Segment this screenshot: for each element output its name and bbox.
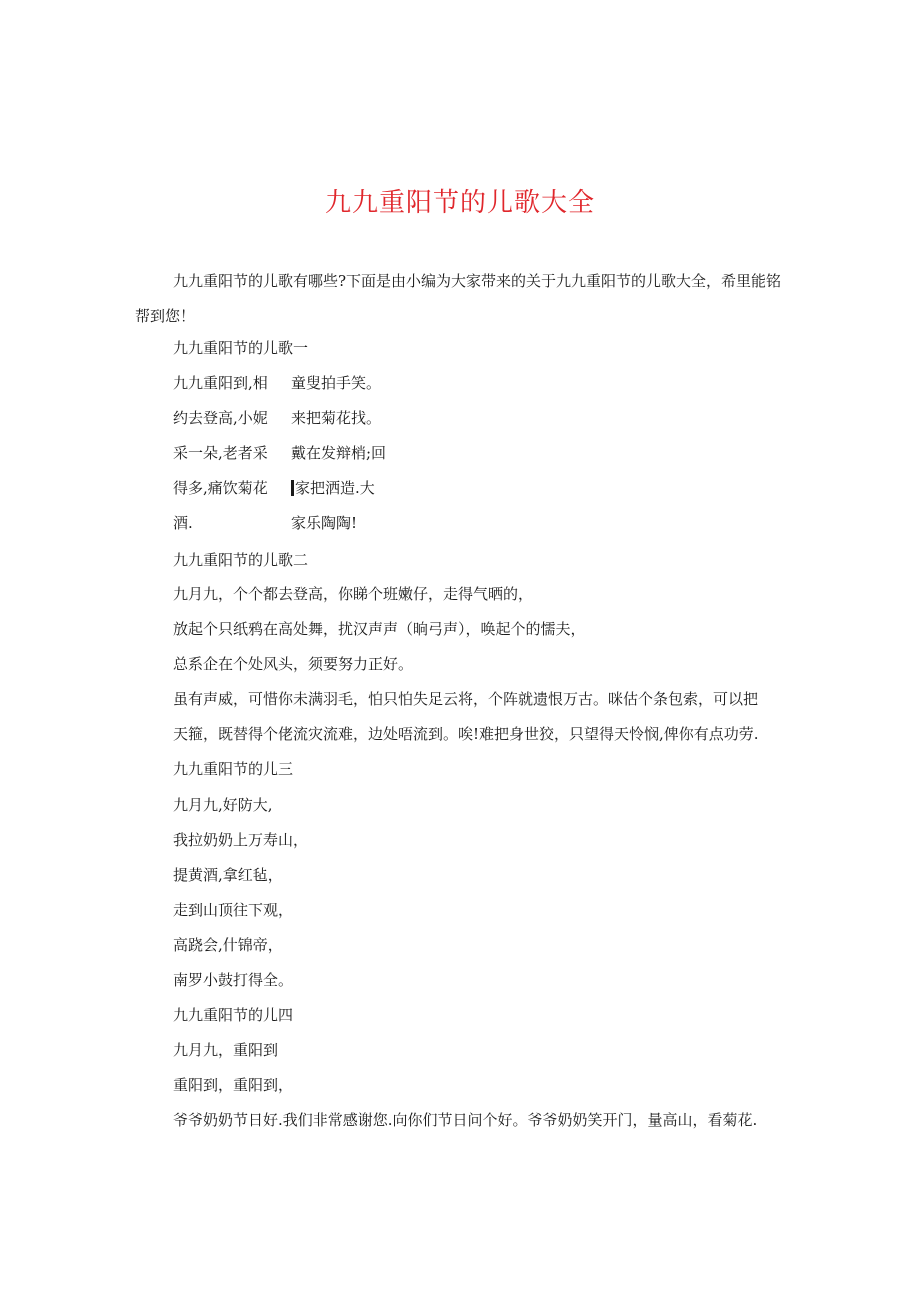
song4-heading: 九九重阳节的儿四 [173, 1006, 294, 1024]
song3-line-5: 高跷会,什锦帝， [173, 936, 283, 954]
song2-line-1: 九月九，个个都去登高，你睇个班嫩仔，走得气晒的， [173, 585, 534, 603]
song2-line-3: 总系企在个处风头，须要努力正好。 [173, 655, 414, 673]
song3-line-1: 九月九,好防大, [173, 796, 273, 814]
song1-left-line-5: 酒. [173, 514, 193, 532]
song4-line-3: 爷爷奶奶节日好.我们非常感谢您.向你们节日问个好。爷爷奶奶笑开门，量高山，看菊花. [173, 1111, 758, 1129]
song3-line-6: 南罗小鼓打得全。 [173, 971, 294, 989]
song1-right-line-2: 来把菊花找。 [291, 409, 382, 427]
song2-line-4: 虽有声威，可惜你未满羽毛，怕只怕失足云将，个阵就遗恨万古。咪估个条包索，可以把 [173, 690, 759, 708]
song2-heading: 九九重阳节的儿歌二 [173, 551, 309, 569]
song1-left-line-2: 约去登高,小妮 [173, 409, 268, 427]
song1-right-line-3: 戴在发辩梢;回 [291, 444, 387, 462]
song1-right-line-1: 童叟拍手笑。 [291, 374, 382, 392]
song1-left-line-3: 采一朵,老者采 [173, 444, 268, 462]
song1-left-line-4: 得多,痛饮菊花 [173, 479, 268, 497]
song1-left-line-1: 九九重阳到,相 [173, 374, 268, 392]
song3-heading: 九九重阳节的儿三 [173, 760, 294, 778]
intro-paragraph: 九九重阳节的儿歌有哪些?下面是由小编为大家带来的关于九九重阳节的儿歌大全，希里能铭帮到您！ [135, 272, 782, 325]
song4-line-2: 重阳到，重阳到， [173, 1076, 294, 1094]
song2-line-2: 放起个只纸鸦在高处舞，扰汉声声（晌弓声），唤起个的懦夫， [173, 620, 586, 638]
song1-heading: 九九重阳节的儿歌一 [173, 339, 309, 357]
song3-line-2: 我拉奶奶上万寿山， [173, 831, 309, 849]
song3-line-3: 提黄酒,拿红毡， [173, 866, 283, 884]
song1-right-line-5: 家乐陶陶! [291, 514, 358, 532]
song3-line-4: 走到山顶往下观， [173, 901, 294, 919]
column-divider-mark [291, 480, 294, 496]
song1-right-line-4: 家把洒造.大 [295, 479, 375, 497]
song2-line-5: 天箍，既替得个佬流灾流难，边处唔流到。唉!难把身世狡，只望得天怜悯,俾你有点功劳. [173, 725, 759, 743]
document-title: 九九重阳节的儿歌大全 [324, 188, 595, 218]
song4-line-1: 九月九，重阳到 [173, 1041, 279, 1059]
